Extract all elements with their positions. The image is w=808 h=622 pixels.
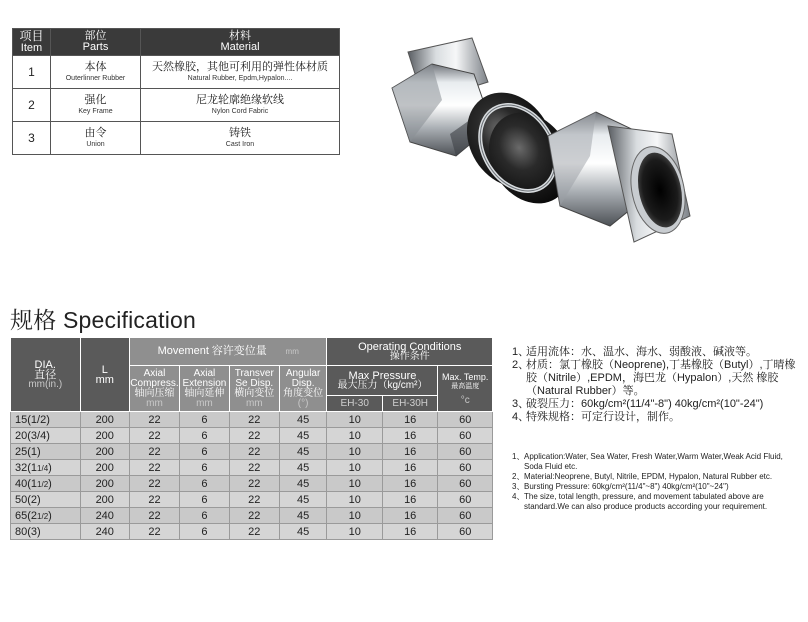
note-text: Application:Water, Sea Water, Fresh Water,Warm Water,Weak Acid Fluid, Soda Fluid etc. xyxy=(524,452,783,471)
cell-eh30: 10 xyxy=(327,428,382,444)
header-item xyxy=(13,29,51,56)
dia-mm: 20 xyxy=(15,429,28,442)
spec-row xyxy=(11,444,493,460)
header-axial-comp-cn: 轴向压缩 xyxy=(134,387,175,399)
mat-part-cn: 本体 xyxy=(84,61,107,73)
header-item-en: Item xyxy=(20,41,43,54)
mat-material-cn: 铸铁 xyxy=(229,127,251,139)
cell-dia xyxy=(11,476,81,492)
header-movement-unit: mm xyxy=(285,347,299,356)
dia-mm: 50 xyxy=(15,493,28,506)
header-transverse-cn: 横向变位 xyxy=(234,387,275,399)
cell-comp: 22 xyxy=(129,476,179,492)
cell-l: 200 xyxy=(80,444,129,460)
cell-eh30h: 16 xyxy=(382,444,437,460)
cell-ang: 45 xyxy=(279,444,327,460)
note-item xyxy=(512,359,802,398)
cell-eh30h: 16 xyxy=(382,492,437,508)
mat-part-cn: 由令 xyxy=(84,127,107,139)
note-item xyxy=(512,411,802,424)
header-parts-en: Parts xyxy=(82,41,109,53)
header-transverse-en: Transver Se Disp. xyxy=(234,367,274,389)
cell-ang: 45 xyxy=(279,476,327,492)
cell-eh30h: 16 xyxy=(382,524,437,540)
cell-trans: 22 xyxy=(229,444,279,460)
cell-temp: 60 xyxy=(438,508,493,524)
cell-eh30: 10 xyxy=(327,412,382,428)
dia-inch: (1 xyxy=(27,477,38,490)
spec-table xyxy=(10,337,493,540)
dia-mm: 80 xyxy=(15,525,28,538)
cell-dia xyxy=(11,524,81,540)
mat-part-cn: 强化 xyxy=(84,94,107,106)
mat-part-en: Union xyxy=(86,141,105,148)
mat-material-en: Cast Iron xyxy=(225,141,255,148)
dia-inch: (2 xyxy=(27,509,38,522)
cell-comp: 22 xyxy=(129,428,179,444)
materials-row xyxy=(13,122,340,155)
note-text: The size, total length, pressure, and movement tabulated above are standard.We can also produce products according your requirement. xyxy=(524,492,768,511)
cell-ext: 6 xyxy=(179,476,229,492)
spec-header-row-1 xyxy=(11,338,493,366)
materials-header-row xyxy=(13,29,340,56)
header-max-temp-cn: 最高温度 xyxy=(451,382,480,390)
note-text: Bursting Pressure: 60kg/cm²(11/4"~8") 40kg/cm²(10"~24") xyxy=(524,482,729,491)
note-number: 2、 xyxy=(512,359,530,371)
cell-comp: 22 xyxy=(129,492,179,508)
header-axial-comp-en: Axial Compress. xyxy=(130,367,179,389)
cell-trans: 22 xyxy=(229,508,279,524)
note-number: 3、 xyxy=(512,398,530,410)
header-transverse xyxy=(229,366,279,412)
spec-row xyxy=(11,460,493,476)
dia-mm: 32 xyxy=(15,461,28,474)
note-number: 1、 xyxy=(512,346,530,358)
cell-ext: 6 xyxy=(179,428,229,444)
cell-ext: 6 xyxy=(179,508,229,524)
header-movement-cn: 容许变位量 xyxy=(211,345,267,357)
header-eh30: EH-30 xyxy=(327,396,382,412)
spec-row xyxy=(11,508,493,524)
header-material xyxy=(141,29,340,56)
cell-trans: 22 xyxy=(229,524,279,540)
cell-eh30h: 16 xyxy=(382,476,437,492)
header-material-cn: 材料 xyxy=(229,30,251,42)
cell-ang: 45 xyxy=(279,492,327,508)
note-text: 适用流体：水、温水、海水、弱酸液、碱液等。 xyxy=(526,346,757,358)
cell-comp: 22 xyxy=(129,508,179,524)
cell-temp: 60 xyxy=(438,412,493,428)
cell-trans: 22 xyxy=(229,460,279,476)
note-text: Material:Neoprene, Butyl, Nitrile, EPDM, Hypalon, Natural Rubber etc. xyxy=(524,472,773,481)
cell-dia xyxy=(11,412,81,428)
cell-ext: 6 xyxy=(179,524,229,540)
dia-mm: 65 xyxy=(15,509,28,522)
dia-inch: (1/2) xyxy=(27,413,50,426)
spec-row xyxy=(11,412,493,428)
mat-material-cn: 天然橡胶，其他可利用的弹性体材质 xyxy=(152,61,328,73)
note-text: 特殊规格：可定行设计，制作。 xyxy=(526,411,680,423)
cell-comp: 22 xyxy=(129,524,179,540)
header-dia-unit: mm(in.) xyxy=(28,378,63,390)
cell-eh30: 10 xyxy=(327,460,382,476)
note-number: 1、 xyxy=(512,452,525,461)
materials-row xyxy=(13,89,340,122)
cell-l: 240 xyxy=(80,524,129,540)
header-angular xyxy=(279,366,327,412)
cell-eh30: 10 xyxy=(327,492,382,508)
header-max-pressure-cn: 最大压力（kg/cm²） xyxy=(337,379,428,391)
header-parts-cn: 部位 xyxy=(84,30,107,42)
spec-row xyxy=(11,492,493,508)
note-item xyxy=(512,452,802,472)
mat-part xyxy=(51,56,141,89)
cell-ang: 45 xyxy=(279,508,327,524)
header-dia-cn: 直径 xyxy=(34,368,57,381)
cell-trans: 22 xyxy=(229,476,279,492)
cell-l: 200 xyxy=(80,476,129,492)
note-item xyxy=(512,482,802,492)
dia-mm: 15 xyxy=(15,413,28,426)
cell-trans: 22 xyxy=(229,428,279,444)
header-movement-en: Movement xyxy=(157,345,209,357)
cell-comp: 22 xyxy=(129,412,179,428)
cell-dia xyxy=(11,444,81,460)
cell-dia xyxy=(11,428,81,444)
cell-eh30: 10 xyxy=(327,444,382,460)
note-item xyxy=(512,346,802,359)
cell-temp: 60 xyxy=(438,492,493,508)
note-text: 材质：氯丁橡胶（Neoprene),丁基橡胶（Butyl）,丁晴橡胶（Nitrile）,EPDM，海巴龙（Hypalon）,天然 橡胶（Natural Rubber）等。 xyxy=(526,359,796,397)
dia-inch: (1 xyxy=(27,461,38,474)
cell-ext: 6 xyxy=(179,412,229,428)
dia-inch-close: ) xyxy=(48,477,52,490)
mat-material xyxy=(141,56,340,89)
cell-dia xyxy=(11,508,81,524)
cell-eh30h: 16 xyxy=(382,428,437,444)
cell-comp: 22 xyxy=(129,444,179,460)
header-max-pressure xyxy=(327,366,438,396)
header-axial-ext-en: Axial Extension xyxy=(182,367,227,389)
spec-table-body xyxy=(11,412,493,540)
cell-dia xyxy=(11,492,81,508)
cell-ext: 6 xyxy=(179,444,229,460)
cell-l: 200 xyxy=(80,428,129,444)
mat-part-en: Key Frame xyxy=(78,108,113,115)
dia-mm: 40 xyxy=(15,477,28,490)
note-item xyxy=(512,398,802,411)
dia-inch: (3/4) xyxy=(27,429,50,442)
mat-material-cn: 尼龙轮廓绝缘软线 xyxy=(196,94,284,106)
cell-l: 200 xyxy=(80,412,129,428)
header-transverse-unit: mm xyxy=(245,397,263,409)
cell-eh30h: 16 xyxy=(382,412,437,428)
expansion-joint-image xyxy=(372,30,702,280)
cell-temp: 60 xyxy=(438,428,493,444)
dia-inch-close: ) xyxy=(48,461,52,474)
header-axial-ext-cn: 轴向延伸 xyxy=(184,387,225,399)
spec-row xyxy=(11,476,493,492)
cell-eh30: 10 xyxy=(327,508,382,524)
mat-material xyxy=(141,89,340,122)
header-item-cn: 项目 xyxy=(19,28,44,43)
note-number: 3、 xyxy=(512,482,525,491)
cell-eh30: 10 xyxy=(327,524,382,540)
dia-mm: 25 xyxy=(15,445,28,458)
mat-material xyxy=(141,122,340,155)
header-operating-cn: 操作条件 xyxy=(389,350,430,362)
header-dia xyxy=(11,338,81,412)
cell-ext: 6 xyxy=(179,492,229,508)
header-max-temp xyxy=(438,366,493,412)
header-dia-en: DIA. xyxy=(34,358,56,371)
header-material-en: Material xyxy=(220,41,260,53)
cell-eh30: 10 xyxy=(327,476,382,492)
spec-row xyxy=(11,524,493,540)
mat-material-en: Natural Rubber, Epdm,Hypalon.... xyxy=(187,75,293,82)
header-l xyxy=(80,338,129,412)
mat-item: 2 xyxy=(13,89,51,122)
cell-temp: 60 xyxy=(438,476,493,492)
header-angular-cn: 角度变位 xyxy=(283,387,324,399)
header-l-en: L xyxy=(101,363,108,376)
cell-eh30h: 16 xyxy=(382,460,437,476)
cell-ang: 45 xyxy=(279,460,327,476)
cell-l: 200 xyxy=(80,460,129,476)
header-axial-ext xyxy=(179,366,229,412)
header-max-temp-unit: °c xyxy=(460,394,470,406)
cell-l: 200 xyxy=(80,492,129,508)
cell-ext: 6 xyxy=(179,460,229,476)
cell-temp: 60 xyxy=(438,524,493,540)
mat-item: 3 xyxy=(13,122,51,155)
header-axial-comp xyxy=(129,366,179,412)
note-number: 4、 xyxy=(512,492,525,501)
notes-chinese xyxy=(512,346,802,424)
dia-inch-fraction: 1/2 xyxy=(37,511,49,521)
mat-material-en: Nylon Cord Fabric xyxy=(211,108,269,115)
header-movement xyxy=(129,338,327,366)
dia-inch-fraction: 1/2 xyxy=(37,479,49,489)
cell-ang: 45 xyxy=(279,524,327,540)
note-item xyxy=(512,492,802,512)
cell-temp: 60 xyxy=(438,460,493,476)
dia-inch: (1) xyxy=(27,445,41,458)
cell-dia xyxy=(11,460,81,476)
spec-heading: 规格 Specification xyxy=(10,307,196,333)
note-number: 2、 xyxy=(512,472,525,481)
cell-eh30h: 16 xyxy=(382,508,437,524)
cell-comp: 22 xyxy=(129,460,179,476)
materials-table xyxy=(12,28,340,155)
header-axial-ext-unit: mm xyxy=(196,397,213,409)
dia-inch: (2) xyxy=(27,493,41,506)
dia-inch-fraction: 1/4 xyxy=(37,463,49,473)
header-parts xyxy=(51,29,141,56)
header-operating-en: Operating Conditions xyxy=(358,340,462,353)
mat-part xyxy=(51,89,141,122)
dia-inch-close: ) xyxy=(48,509,52,522)
cell-ang: 45 xyxy=(279,428,327,444)
mat-part xyxy=(51,122,141,155)
cell-temp: 60 xyxy=(438,444,493,460)
mat-item: 1 xyxy=(13,56,51,89)
note-number: 4、 xyxy=(512,411,530,423)
header-axial-comp-unit: mm xyxy=(146,397,163,409)
materials-row xyxy=(13,56,340,89)
cell-ang: 45 xyxy=(279,412,327,428)
spec-row xyxy=(11,428,493,444)
header-angular-en: Angular Disp. xyxy=(285,367,321,389)
cell-trans: 22 xyxy=(229,412,279,428)
header-eh30h: EH-30H xyxy=(382,396,437,412)
cell-trans: 22 xyxy=(229,492,279,508)
header-max-temp-en: Max. Temp. xyxy=(442,371,489,382)
header-l-unit: mm xyxy=(95,373,114,386)
cell-l: 240 xyxy=(80,508,129,524)
header-operating xyxy=(327,338,493,366)
note-text: 破裂压力：60kg/cm²(11/4"-8") 40kg/cm²(10"-24") xyxy=(526,398,764,410)
header-max-pressure-en: Max Pressure xyxy=(348,369,417,382)
notes-english xyxy=(512,452,802,512)
dia-inch: (3) xyxy=(27,525,41,538)
note-item xyxy=(512,472,802,482)
mat-part-en: Outerlinner Rubber xyxy=(65,75,126,82)
header-angular-unit: (°) xyxy=(297,397,309,409)
